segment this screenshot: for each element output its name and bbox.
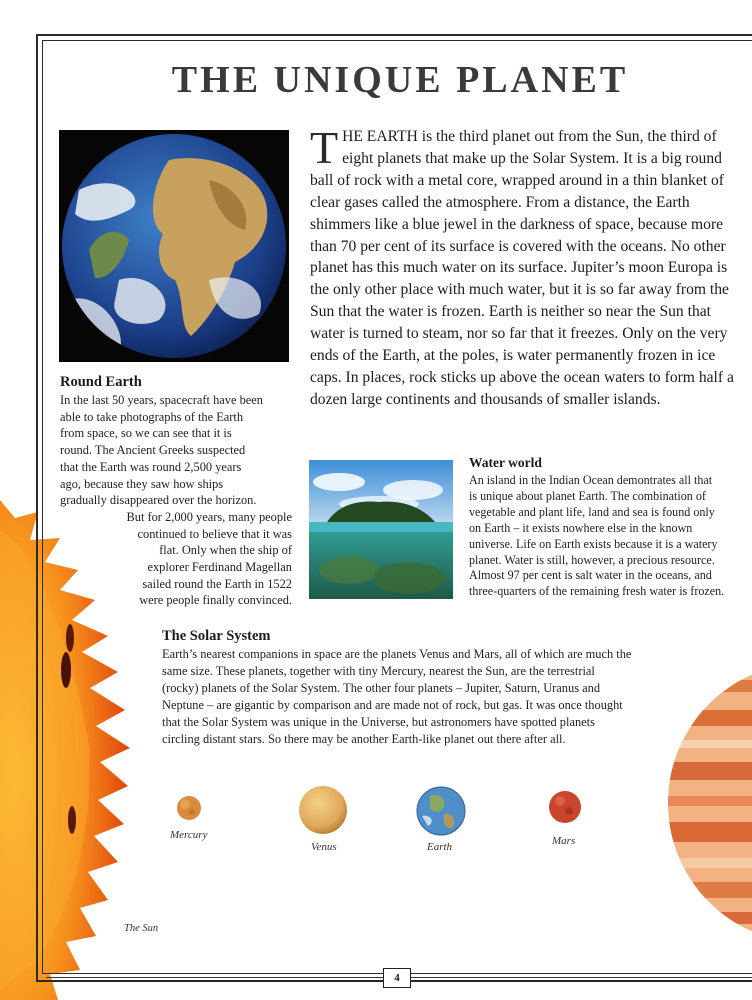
main-body-text	[310, 122, 742, 411]
drop-cap: T	[310, 122, 339, 173]
caption-line: that the Earth was round 2,500 years	[60, 459, 242, 474]
planet-label-venus: Venus	[311, 841, 337, 853]
caption-line: three-quarters of the remaining fresh water is frozen.	[469, 584, 725, 599]
caption-line: were people finally convinced.	[139, 593, 292, 608]
caption-line: sailed round the Earth in 1522	[142, 576, 292, 591]
caption-line: ago, because they saw how ships	[60, 476, 224, 491]
caption-line: able to take photographs of the Earth	[60, 409, 244, 424]
mars-illustration	[548, 790, 582, 824]
mercury-illustration	[176, 795, 202, 821]
page-title: THE UNIQUE PLANET	[171, 59, 629, 101]
lead-smallcaps: HE EARTH	[342, 128, 418, 145]
caption-line: explorer Ferdinand Magellan	[147, 560, 292, 575]
page-number: 4	[383, 968, 411, 988]
caption-line: is unique about planet Earth. The combination of	[469, 488, 706, 503]
caption-line: from space, so we can see that it is	[60, 426, 232, 441]
caption-line: flat. Only when the ship of	[159, 543, 292, 558]
main-body-paragraph: is the third planet out from the Sun, the third of eight planets that make up the Solar System. It is a big round ball of rock with a metal core, wrapped around in a thin blanket of clear gases called the atmosphere. From a distance, the Earth shimmers like a blue jewel in the darkness of space, because more than 70 per cent of its surface is covered with the oceans. No other planet has this much water on its surface. Jupiter’s moon Europa is the only other place with much water, but it is so far away from the Sun that the water is frozen. Earth is neither so near the Sun that water is turned to steam, nor so far that it freezes. Only on the very ends of the Earth, at the poles, is water permanently frozen in ice caps. In places, rock sticks up above the ocean waters to form half a dozen large continents and thousands of smaller islands.	[310, 128, 734, 408]
round-earth-caption	[46, 392, 292, 609]
caption-line: continued to believe that it was	[137, 526, 292, 541]
caption-line: universe. Life on Earth exists because it is a watery	[469, 536, 718, 551]
island-photo	[309, 460, 453, 599]
sun-label: The Sun	[124, 923, 159, 934]
solar-system-heading: The Solar System	[162, 628, 271, 644]
caption-line: round. The Ancient Greeks suspected	[60, 443, 246, 458]
earth-small-illustration	[416, 786, 466, 836]
water-world-caption	[469, 473, 752, 600]
caption-line: planet. Water is still, however, a precious resource.	[469, 552, 715, 567]
caption-line: An island in the Indian Ocean demontrates all that	[469, 473, 713, 487]
venus-illustration	[298, 785, 348, 835]
caption-line: But for 2,000 years, many people	[126, 509, 292, 524]
planet-label-earth: Earth	[427, 841, 453, 853]
planet-label-mercury: Mercury	[170, 829, 208, 841]
caption-line: In the last 50 years, spacecraft have been	[60, 393, 263, 407]
caption-line: vegetable and plant life, land and sea is found only	[469, 504, 715, 519]
solar-system-text: Earth’s nearest companions in space are the planets Venus and Mars, all of which are much the same size. These planets, together with tiny Mercury, nearest the Sun, are the terrestrial (rocky) planets of the Solar System. The other four planets – Jupiter, Saturn, Uranus and Neptune – are gigantic by comparison and are made not of rock, but gas. It was once thought that the Solar System was unique in the Universe, but astronomers have spotted planets circling distant stars. So there may be another Earth-like planet out there after all.	[162, 647, 632, 746]
earth-photo	[59, 130, 289, 362]
caption-line: gradually disappeared over the horizon.	[60, 493, 257, 508]
planet-label-mars: Mars	[552, 835, 576, 847]
caption-line: on Earth – it exists nowhere else in the known	[469, 520, 693, 535]
round-earth-heading: Round Earth	[60, 374, 142, 390]
water-world-heading: Water world	[469, 455, 542, 470]
caption-line: Almost 97 per cent is salt water in the oceans, and	[469, 568, 712, 583]
